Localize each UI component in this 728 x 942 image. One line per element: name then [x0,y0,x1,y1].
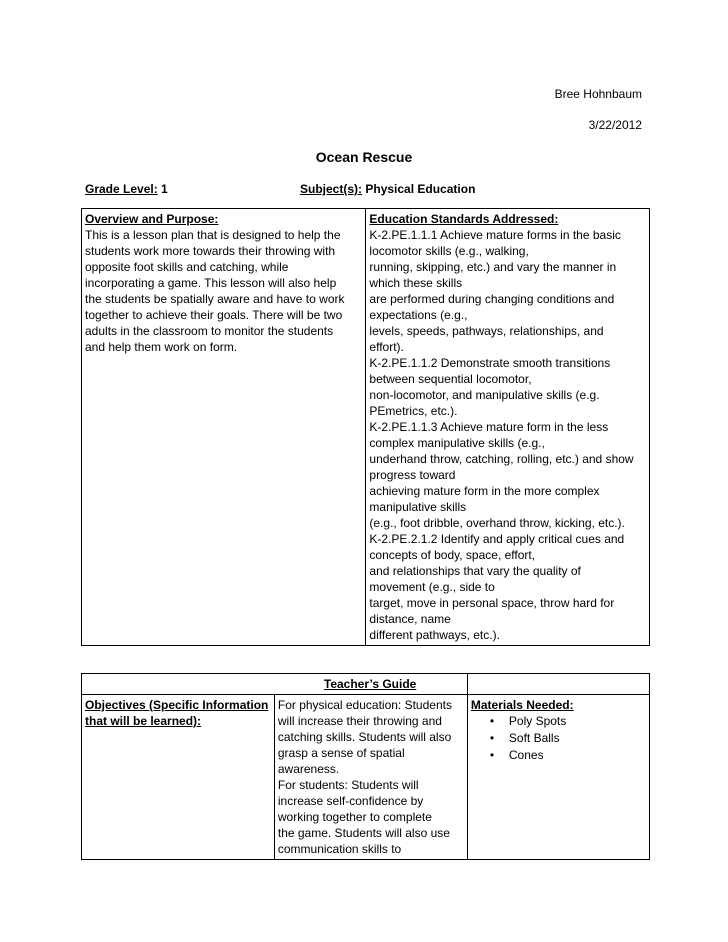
objectives-line: awareness. [277,762,340,776]
overview-line: opposite foot skills and catching, while [85,260,289,274]
standards-line: locomotor skills (e.g., walking, [369,244,529,258]
overview-line: together to achieve their goals. There will be two [85,308,343,322]
standards-line: achieving mature form in the more complex [369,484,600,498]
overview-line: This is a lesson plan that is designed to help the [85,228,341,242]
guide-head-right [467,674,649,695]
standards-text [369,227,645,643]
standards-line: PEmetrics, etc.). [369,404,458,418]
grade-level-value: 1 [161,182,168,196]
standards-line: manipulative skills [369,500,467,514]
materials-heading: Materials Needed: [470,698,574,712]
standards-line: movement (e.g., side to [369,580,495,594]
grade-level [85,182,168,196]
standards-line: K-2.PE.1.1.3 Achieve mature form in the less [369,420,609,434]
lesson-title: Ocean Rescue [315,149,413,165]
grade-level-label: Grade Level: [85,182,158,196]
objectives-cell [274,695,467,860]
objectives-line: communication skills to [277,842,402,856]
standards-line: underhand throw, catching, rolling, etc.) and show [369,452,634,466]
document-date: 3/22/2012 [588,118,642,132]
standards-line: are performed during changing conditions and [369,292,615,306]
subject-value: Physical Education [365,182,476,196]
objectives-heading-cell [82,695,275,860]
overview-line: incorporating a game. This lesson will also help [85,276,337,290]
materials-cell [467,695,649,860]
objectives-line: will increase their throwing and [277,714,442,728]
overview-standards-table [81,208,650,646]
standards-line: complex manipulative skills (e.g., [369,436,545,450]
subject-label: Subject(s): [300,182,363,196]
teachers-guide-heading: Teacher’s Guide [274,674,467,695]
objectives-text [278,697,463,857]
guide-head-blank [82,674,275,695]
overview-heading: Overview and Purpose: [85,212,219,226]
standards-line: K-2.PE.1.1.2 Demonstrate smooth transitions [369,356,611,370]
overview-line: the students be spatially aware and have to work [85,292,345,306]
standards-line: expectations (e.g., [369,308,468,322]
standards-line: non-locomotor, and manipulative skills (e.g. [369,388,600,402]
overview-cell [82,209,366,646]
objectives-line: For physical education: Students [277,698,452,712]
objectives-line: For students: Students will [277,778,419,792]
standards-line: distance, name [369,612,451,626]
standards-line: concepts of body, space, effort, [369,548,536,562]
objectives-line: catching skills. Students will also [277,730,452,744]
objectives-line: increase self-confidence by [277,794,424,808]
standards-line: and relationships that vary the quality of [369,564,581,578]
materials-item: • Poly Spots [509,713,645,730]
standards-line: K-2.PE.2.1.2 Identify and apply critical cues and [369,532,625,546]
standards-line: running, skipping, etc.) and vary the manner in [369,260,617,274]
objectives-line: working together to complete [277,810,432,824]
objectives-heading-line: Objectives (Specific Information [85,698,269,712]
standards-line: (e.g., foot dribble, overhand throw, kicking, etc.). [369,516,625,530]
standards-heading: Education Standards Addressed: [369,212,559,226]
objectives-line: grasp a sense of spatial [277,746,405,760]
objectives-line: the game. Students will also use [277,826,450,840]
standards-line: K-2.PE.1.1.1 Achieve mature forms in the basic [369,228,621,242]
standards-line: levels, speeds, pathways, relationships, and [369,324,604,338]
subject [300,182,475,196]
author-name: Bree Hohnbaum [554,87,642,101]
teachers-guide-table [81,673,650,860]
standards-line: different pathways, etc.). [369,628,500,642]
standards-line: progress toward [369,468,456,482]
overview-line: students work more towards their throwing with [85,244,336,258]
materials-item: • Soft Balls [509,730,645,747]
materials-list [471,713,645,764]
standards-line: which these skills [369,276,463,290]
standards-line: target, move in personal space, throw hard for [369,596,615,610]
standards-line: between sequential locomotor, [369,372,532,386]
materials-item: • Cones [509,747,645,764]
standards-line: effort). [369,340,404,354]
standards-cell [366,209,650,646]
objectives-heading [85,697,270,729]
overview-text [85,227,361,355]
overview-line: adults in the classroom to monitor the students [85,324,334,338]
objectives-heading-line: that will be learned): [85,714,202,728]
overview-line: and help them work on form. [85,340,238,354]
